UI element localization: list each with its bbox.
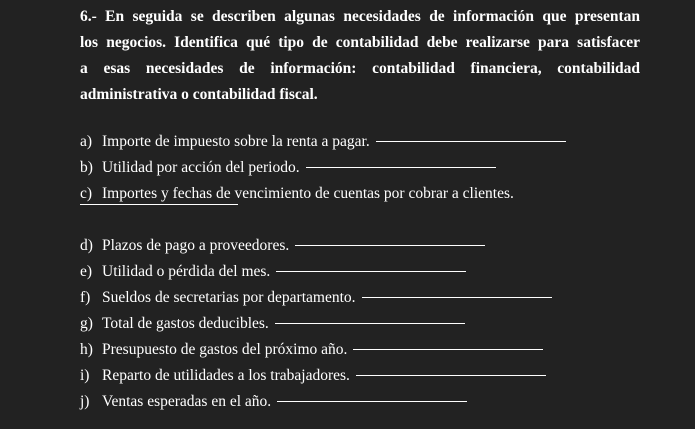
heading-line: a esas necesidades de información: contabilidad financiera, contabilidad [80, 60, 640, 77]
heading-line: los negocios. Identifica qué tipo de contabilidad debe realizarse para satisfacer [80, 34, 640, 51]
item-letter: b) [80, 159, 93, 176]
item-text: Utilidad o pérdida del mes. [102, 263, 271, 280]
answer-blank[interactable] [376, 140, 566, 142]
item-text: Importes y fechas de vencimiento de cuentas por cobrar a clientes. [102, 185, 514, 202]
answer-blank[interactable] [353, 348, 543, 350]
item-text: Ventas esperadas en el año. [102, 393, 272, 410]
question-list [80, 129, 680, 415]
item-text: Presupuesto de gastos del próximo año. [102, 341, 348, 358]
item-text: Total de gastos deducibles. [102, 315, 269, 332]
list-item-b [80, 155, 680, 181]
item-letter: e) [80, 263, 93, 280]
list-item-c-continuation [80, 207, 680, 233]
item-letter: h) [80, 341, 93, 358]
question-heading [80, 4, 640, 108]
item-text: Utilidad por acción del periodo. [102, 159, 300, 176]
answer-blank[interactable] [306, 166, 496, 168]
answer-blank[interactable] [362, 296, 552, 298]
heading-line: 6.- En seguida se describen algunas necesidades de información que presentan [80, 8, 640, 25]
list-item-j [80, 389, 680, 415]
item-letter: i) [80, 367, 90, 384]
answer-blank[interactable] [295, 244, 485, 246]
item-text: Plazos de pago a proveedores. [102, 237, 290, 254]
list-item-h [80, 337, 680, 363]
list-item-d [80, 233, 680, 259]
list-item-i [80, 363, 680, 389]
list-item-e [80, 259, 680, 285]
answer-blank[interactable] [277, 400, 467, 402]
item-letter: a) [80, 133, 93, 150]
list-item-f [80, 285, 680, 311]
item-letter: j) [80, 393, 90, 410]
list-item-g [80, 311, 680, 337]
answer-blank[interactable] [356, 374, 546, 376]
answer-blank[interactable] [80, 203, 238, 205]
item-letter: d) [80, 237, 93, 254]
answer-blank[interactable] [276, 270, 466, 272]
list-item-a [80, 129, 680, 155]
item-letter: g) [80, 315, 93, 332]
item-letter: f) [80, 289, 91, 306]
item-text: Importe de impuesto sobre la renta a pagar. [102, 133, 370, 150]
item-text: Sueldos de secretarias por departamento. [102, 289, 356, 306]
item-letter: c) [80, 185, 93, 202]
heading-line: administrativa o contabilidad fiscal. [80, 86, 318, 103]
answer-blank[interactable] [275, 322, 465, 324]
item-text: Reparto de utilidades a los trabajadores. [102, 367, 350, 384]
